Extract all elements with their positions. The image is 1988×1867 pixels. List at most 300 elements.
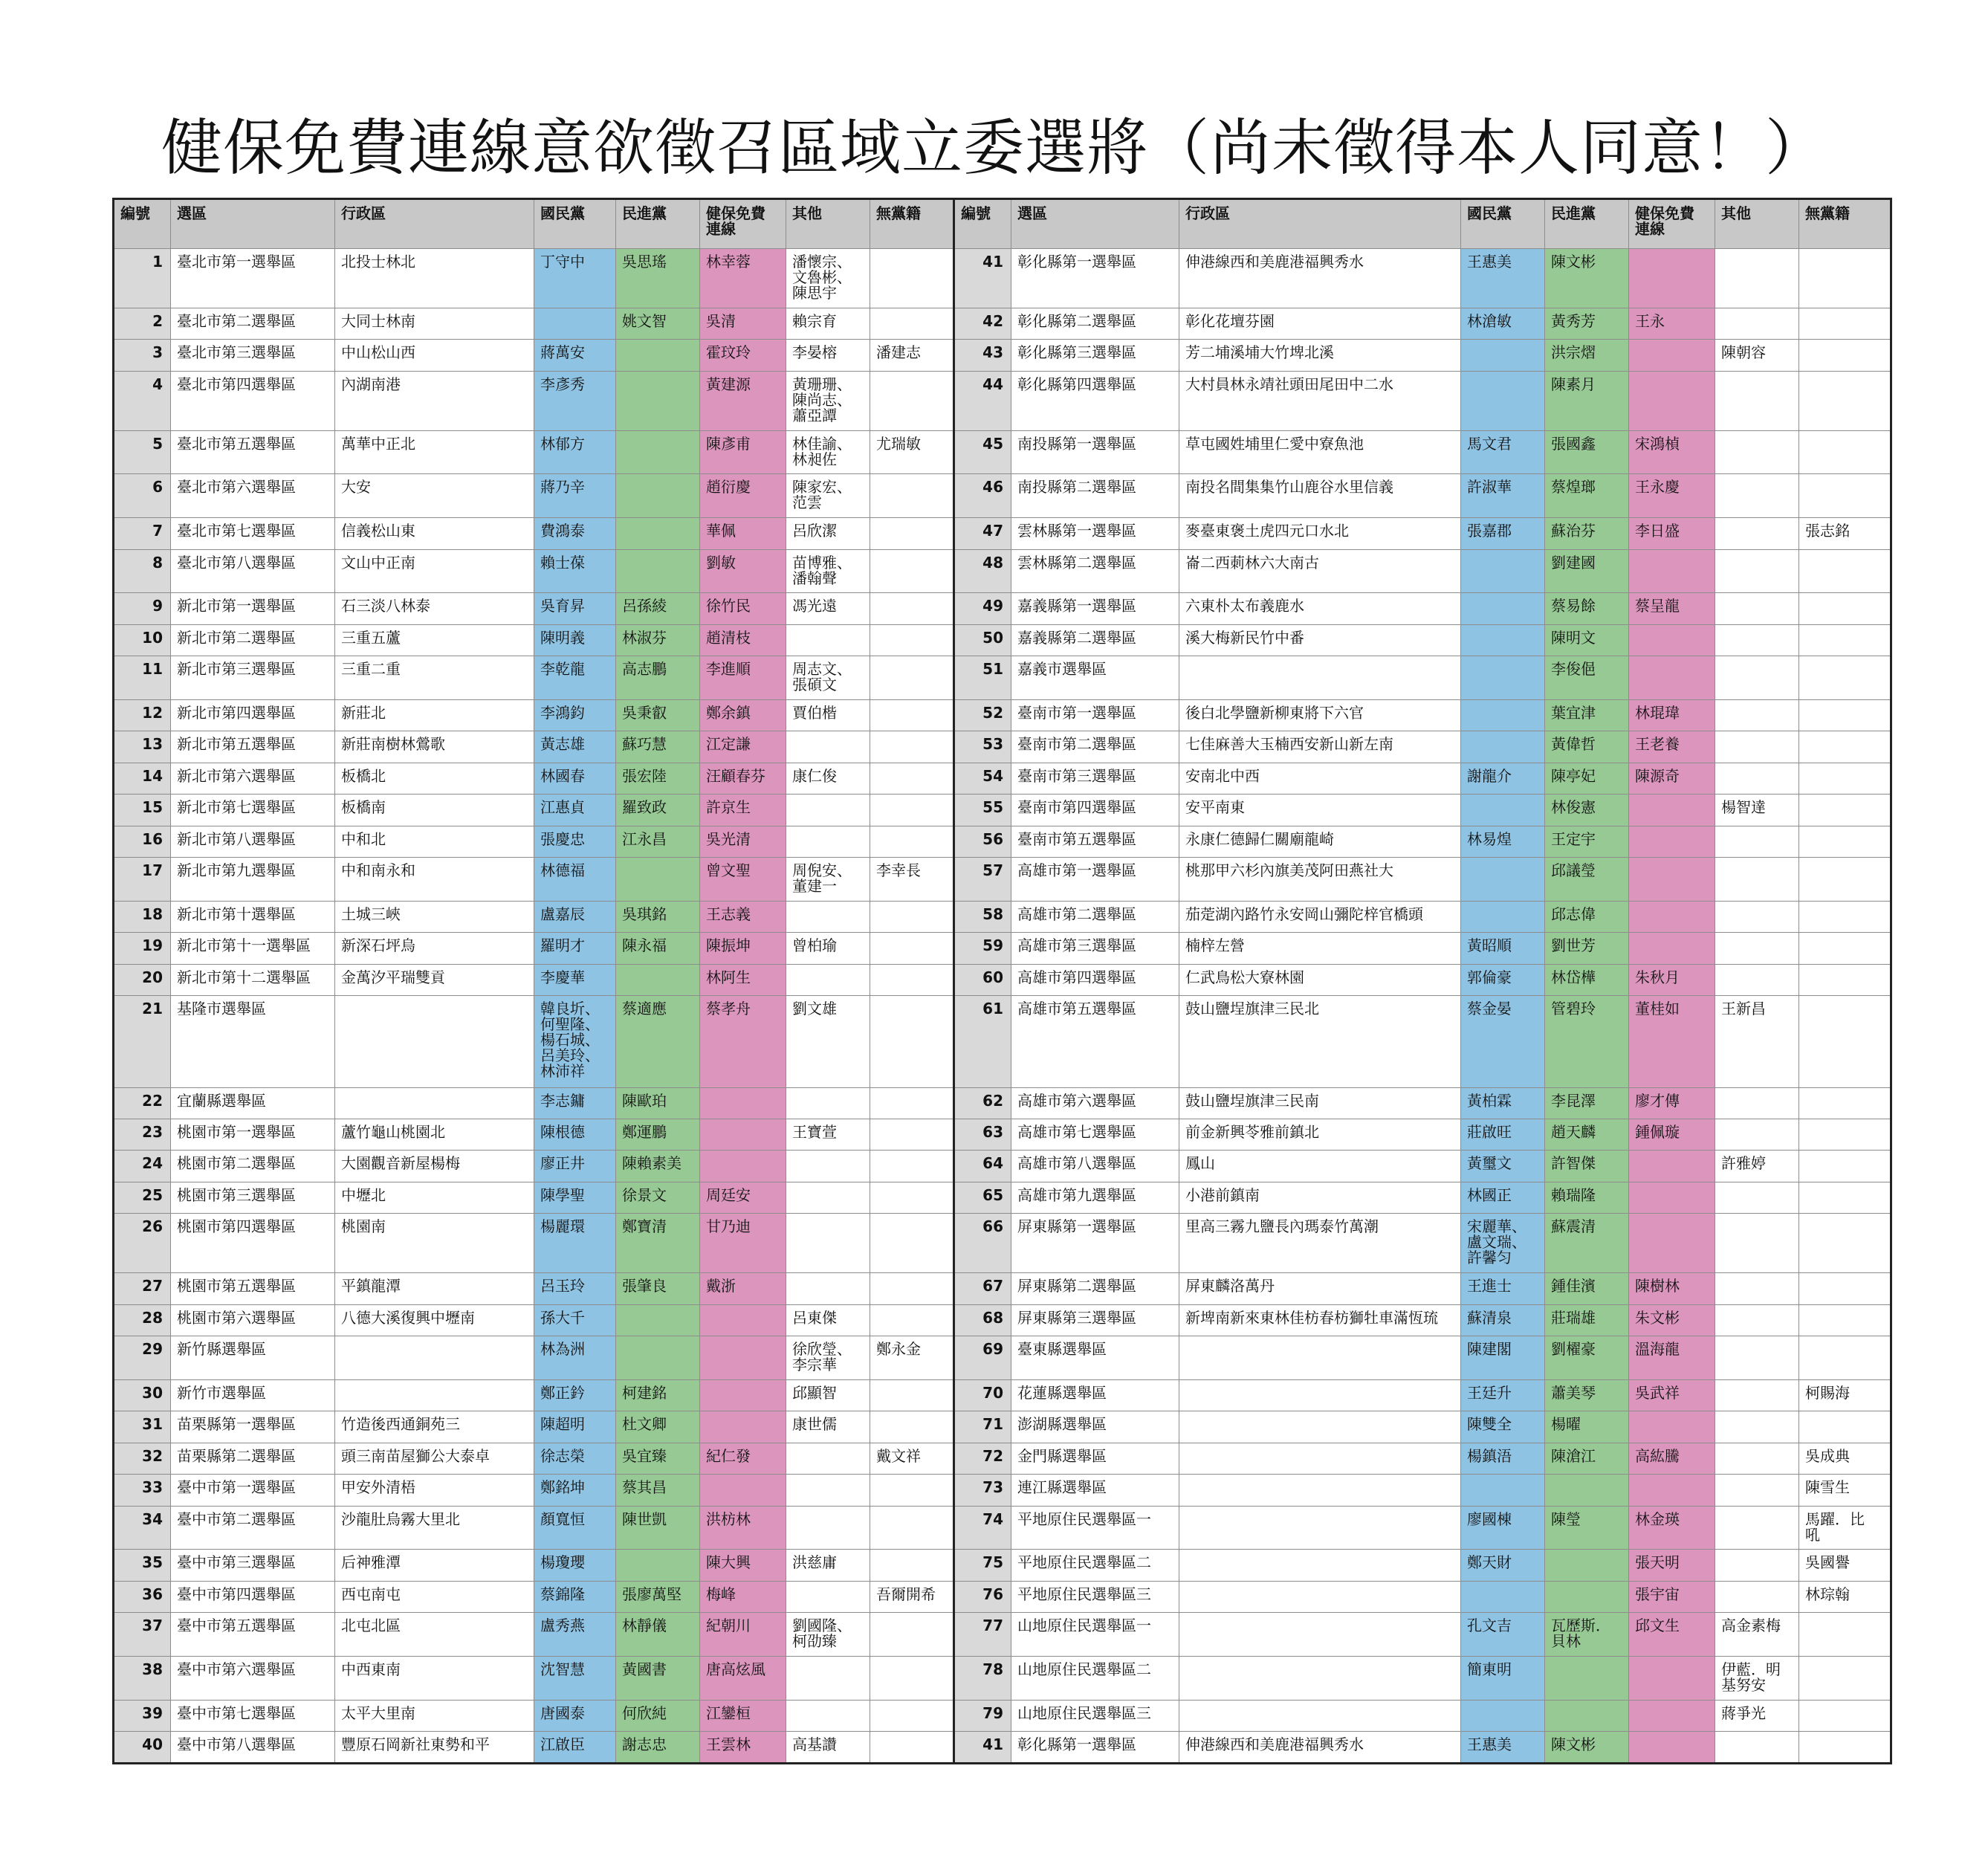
right-other-cell: 王新昌 — [1715, 996, 1799, 1087]
right-admin-area-cell — [1179, 1411, 1461, 1443]
right-independent-cell — [1799, 858, 1891, 902]
right-nhi-party-cell — [1629, 1214, 1715, 1273]
right-nhi-party-cell — [1629, 933, 1715, 964]
left-nhi-party-cell: 李進順 — [700, 656, 786, 700]
left-number-cell: 34 — [114, 1506, 171, 1550]
table-row — [114, 656, 1891, 700]
left-number-cell: 1 — [114, 249, 171, 308]
right-admin-area-cell: 溪大梅新民竹中番 — [1179, 624, 1461, 656]
right-dpp-cell: 張國鑫 — [1545, 430, 1629, 474]
left-number-cell: 31 — [114, 1411, 171, 1443]
left-district-cell: 新北市第二選舉區 — [171, 624, 335, 656]
right-admin-area-cell — [1179, 656, 1461, 700]
right-dpp-cell: 陳亭妃 — [1545, 763, 1629, 794]
right-dpp-cell — [1545, 1581, 1629, 1612]
right-admin-area-cell: 伸港線西和美鹿港福興秀水 — [1179, 249, 1461, 308]
right-nhi-party-cell: 鍾佩璇 — [1629, 1119, 1715, 1151]
left-district-cell: 臺中市第五選舉區 — [171, 1613, 335, 1657]
left-admin-area-cell: 板橋南 — [335, 795, 534, 826]
left-dpp-cell: 陳歐珀 — [616, 1087, 700, 1119]
left-other-cell — [786, 1581, 870, 1612]
right-admin-area-cell — [1179, 1475, 1461, 1506]
right-number-cell: 45 — [954, 430, 1011, 474]
left-kmt-cell: 陳根德 — [534, 1119, 616, 1151]
header-right-admin-area: 行政區 — [1179, 199, 1461, 249]
right-district-cell: 嘉義縣第二選舉區 — [1011, 624, 1179, 656]
left-admin-area-cell — [335, 1087, 534, 1119]
right-nhi-party-cell: 王永 — [1629, 308, 1715, 339]
table-row — [114, 1087, 1891, 1119]
left-independent-cell — [870, 901, 954, 932]
right-district-cell: 屏東縣第二選舉區 — [1011, 1273, 1179, 1304]
left-district-cell: 新竹縣選舉區 — [171, 1336, 335, 1380]
right-dpp-cell: 劉櫂豪 — [1545, 1336, 1629, 1380]
left-dpp-cell — [616, 371, 700, 430]
right-kmt-cell: 林國正 — [1461, 1182, 1545, 1213]
right-other-cell — [1715, 624, 1799, 656]
left-other-cell — [786, 1087, 870, 1119]
right-number-cell: 60 — [954, 964, 1011, 995]
right-dpp-cell: 林俊憲 — [1545, 795, 1629, 826]
right-district-cell: 高雄市第九選舉區 — [1011, 1182, 1179, 1213]
left-other-cell — [786, 731, 870, 763]
right-number-cell: 43 — [954, 340, 1011, 371]
left-admin-area-cell: 大安 — [335, 474, 534, 518]
header-left-district: 選區 — [171, 199, 335, 249]
left-number-cell: 25 — [114, 1182, 171, 1213]
left-district-cell: 臺中市第七選舉區 — [171, 1700, 335, 1731]
left-other-cell: 邱顯智 — [786, 1379, 870, 1411]
left-other-cell — [786, 1182, 870, 1213]
right-number-cell: 67 — [954, 1273, 1011, 1304]
table-row — [114, 826, 1891, 857]
left-admin-area-cell: 桃園南 — [335, 1214, 534, 1273]
left-district-cell: 臺中市第一選舉區 — [171, 1475, 335, 1506]
left-kmt-cell: 黃志雄 — [534, 731, 616, 763]
right-dpp-cell: 鍾佳濱 — [1545, 1273, 1629, 1304]
left-admin-area-cell: 竹造後西通銅苑三 — [335, 1411, 534, 1443]
left-district-cell: 桃園市第五選舉區 — [171, 1273, 335, 1304]
table-row — [114, 430, 1891, 474]
right-dpp-cell: 洪宗熠 — [1545, 340, 1629, 371]
right-number-cell: 65 — [954, 1182, 1011, 1213]
right-independent-cell: 吳成典 — [1799, 1443, 1891, 1474]
right-admin-area-cell: 茄萣湖內路竹永安岡山彌陀梓官橋頭 — [1179, 901, 1461, 932]
right-independent-cell — [1799, 474, 1891, 518]
table-row — [114, 249, 1891, 308]
left-dpp-cell — [616, 430, 700, 474]
left-number-cell: 3 — [114, 340, 171, 371]
right-kmt-cell: 林易煌 — [1461, 826, 1545, 857]
right-nhi-party-cell: 林金瑛 — [1629, 1506, 1715, 1550]
right-nhi-party-cell — [1629, 340, 1715, 371]
right-kmt-cell — [1461, 901, 1545, 932]
right-other-cell — [1715, 656, 1799, 700]
left-independent-cell — [870, 933, 954, 964]
right-dpp-cell: 葉宜津 — [1545, 699, 1629, 731]
right-independent-cell — [1799, 1700, 1891, 1731]
right-other-cell — [1715, 474, 1799, 518]
left-nhi-party-cell: 江定謙 — [700, 731, 786, 763]
right-number-cell: 48 — [954, 549, 1011, 593]
left-other-cell — [786, 826, 870, 857]
header-left-independent: 無黨籍 — [870, 199, 954, 249]
table-row — [114, 858, 1891, 902]
right-nhi-party-cell: 張天明 — [1629, 1550, 1715, 1581]
right-number-cell: 47 — [954, 518, 1011, 549]
left-district-cell: 新北市第三選舉區 — [171, 656, 335, 700]
header-left-admin-area: 行政區 — [335, 199, 534, 249]
right-admin-area-cell — [1179, 1506, 1461, 1550]
right-admin-area-cell: 新埤南新來東林佳枋春枋獅牡車滿恆琉 — [1179, 1304, 1461, 1336]
left-dpp-cell — [616, 549, 700, 593]
right-admin-area-cell — [1179, 1700, 1461, 1731]
table-row — [114, 996, 1891, 1087]
right-dpp-cell: 管碧玲 — [1545, 996, 1629, 1087]
left-dpp-cell: 姚文智 — [616, 308, 700, 339]
left-kmt-cell: 韓良圻、 何聖隆、 楊石城、 呂美玲、 林沛祥 — [534, 996, 616, 1087]
left-district-cell: 臺中市第三選舉區 — [171, 1550, 335, 1581]
left-number-cell: 19 — [114, 933, 171, 964]
right-number-cell: 74 — [954, 1506, 1011, 1550]
right-admin-area-cell — [1179, 1581, 1461, 1612]
right-independent-cell — [1799, 308, 1891, 339]
right-other-cell — [1715, 1304, 1799, 1336]
header-left-kmt: 國民黨 — [534, 199, 616, 249]
left-other-cell — [786, 1151, 870, 1182]
table-row — [114, 1119, 1891, 1151]
right-other-cell — [1715, 763, 1799, 794]
left-dpp-cell: 徐景文 — [616, 1182, 700, 1213]
right-kmt-cell: 莊啟旺 — [1461, 1119, 1545, 1151]
right-other-cell — [1715, 858, 1799, 902]
left-admin-area-cell: 西屯南屯 — [335, 1581, 534, 1612]
left-admin-area-cell — [335, 996, 534, 1087]
right-other-cell — [1715, 1732, 1799, 1764]
left-admin-area-cell: 沙龍肚烏霧大里北 — [335, 1506, 534, 1550]
right-admin-area-cell: 伸港線西和美鹿港福興秀水 — [1179, 1732, 1461, 1764]
left-number-cell: 30 — [114, 1379, 171, 1411]
left-nhi-party-cell: 唐高炫風 — [700, 1657, 786, 1701]
right-other-cell — [1715, 430, 1799, 474]
right-number-cell: 66 — [954, 1214, 1011, 1273]
right-dpp-cell: 蘇治芬 — [1545, 518, 1629, 549]
table-row — [114, 1475, 1891, 1506]
left-nhi-party-cell: 王志義 — [700, 901, 786, 932]
right-kmt-cell: 林滄敏 — [1461, 308, 1545, 339]
left-kmt-cell: 顏寬恒 — [534, 1506, 616, 1550]
right-nhi-party-cell — [1629, 549, 1715, 593]
left-dpp-cell: 杜文卿 — [616, 1411, 700, 1443]
left-kmt-cell: 林郁方 — [534, 430, 616, 474]
right-dpp-cell: 劉世芳 — [1545, 933, 1629, 964]
left-independent-cell — [870, 1273, 954, 1304]
left-number-cell: 7 — [114, 518, 171, 549]
left-admin-area-cell: 蘆竹龜山桃園北 — [335, 1119, 534, 1151]
right-district-cell: 澎湖縣選舉區 — [1011, 1411, 1179, 1443]
right-dpp-cell: 蔡易餘 — [1545, 593, 1629, 624]
left-dpp-cell: 何欣純 — [616, 1700, 700, 1731]
table-row — [114, 1411, 1891, 1443]
right-district-cell: 彰化縣第四選舉區 — [1011, 371, 1179, 430]
right-number-cell: 59 — [954, 933, 1011, 964]
right-admin-area-cell: 草屯國姓埔里仁愛中寮魚池 — [1179, 430, 1461, 474]
right-independent-cell — [1799, 249, 1891, 308]
right-number-cell: 50 — [954, 624, 1011, 656]
left-nhi-party-cell — [700, 1151, 786, 1182]
right-other-cell: 楊智達 — [1715, 795, 1799, 826]
right-kmt-cell: 黃柏霖 — [1461, 1087, 1545, 1119]
table-row — [114, 308, 1891, 339]
table-row — [114, 593, 1891, 624]
left-independent-cell — [870, 1379, 954, 1411]
right-dpp-cell: 趙天麟 — [1545, 1119, 1629, 1151]
left-nhi-party-cell: 戴浙 — [700, 1273, 786, 1304]
table-row — [114, 1304, 1891, 1336]
left-kmt-cell: 廖正井 — [534, 1151, 616, 1182]
right-independent-cell: 張志銘 — [1799, 518, 1891, 549]
right-district-cell: 臺南市第五選舉區 — [1011, 826, 1179, 857]
header-left-dpp: 民進黨 — [616, 199, 700, 249]
left-number-cell: 5 — [114, 430, 171, 474]
left-number-cell: 11 — [114, 656, 171, 700]
right-admin-area-cell: 里高三霧九鹽長內瑪泰竹萬潮 — [1179, 1214, 1461, 1273]
left-admin-area-cell — [335, 1379, 534, 1411]
right-other-cell — [1715, 518, 1799, 549]
right-kmt-cell: 王惠美 — [1461, 1732, 1545, 1764]
right-dpp-cell: 黃秀芳 — [1545, 308, 1629, 339]
right-nhi-party-cell — [1629, 1657, 1715, 1701]
right-nhi-party-cell — [1629, 1475, 1715, 1506]
right-other-cell — [1715, 1379, 1799, 1411]
right-district-cell: 高雄市第六選舉區 — [1011, 1087, 1179, 1119]
table-row — [114, 699, 1891, 731]
right-dpp-cell: 楊曜 — [1545, 1411, 1629, 1443]
left-nhi-party-cell: 紀朝川 — [700, 1613, 786, 1657]
left-nhi-party-cell: 陳大興 — [700, 1550, 786, 1581]
right-dpp-cell — [1545, 1550, 1629, 1581]
left-nhi-party-cell: 甘乃迪 — [700, 1214, 786, 1273]
right-other-cell — [1715, 901, 1799, 932]
left-other-cell — [786, 964, 870, 995]
right-independent-cell — [1799, 1182, 1891, 1213]
right-nhi-party-cell: 朱秋月 — [1629, 964, 1715, 995]
right-district-cell: 彰化縣第一選舉區 — [1011, 1732, 1179, 1764]
left-kmt-cell: 李志鏞 — [534, 1087, 616, 1119]
right-other-cell — [1715, 1475, 1799, 1506]
right-other-cell — [1715, 1581, 1799, 1612]
right-kmt-cell: 簡東明 — [1461, 1657, 1545, 1701]
right-number-cell: 58 — [954, 901, 1011, 932]
right-admin-area-cell: 鼓山鹽埕旗津三民南 — [1179, 1087, 1461, 1119]
left-dpp-cell: 蘇巧慧 — [616, 731, 700, 763]
left-district-cell: 桃園市第一選舉區 — [171, 1119, 335, 1151]
right-kmt-cell: 黃昭順 — [1461, 933, 1545, 964]
left-nhi-party-cell: 周廷安 — [700, 1182, 786, 1213]
left-other-cell — [786, 1475, 870, 1506]
right-number-cell: 46 — [954, 474, 1011, 518]
left-other-cell — [786, 1273, 870, 1304]
left-other-cell: 林佳諭、 林昶佐 — [786, 430, 870, 474]
left-admin-area-cell: 北屯北區 — [335, 1613, 534, 1657]
right-kmt-cell — [1461, 1475, 1545, 1506]
right-admin-area-cell — [1179, 1336, 1461, 1380]
right-other-cell — [1715, 1087, 1799, 1119]
table-row — [114, 1182, 1891, 1213]
left-other-cell: 王寶萱 — [786, 1119, 870, 1151]
left-admin-area-cell: 板橋北 — [335, 763, 534, 794]
left-other-cell: 劉國隆、 柯劭臻 — [786, 1613, 870, 1657]
left-number-cell: 16 — [114, 826, 171, 857]
left-number-cell: 6 — [114, 474, 171, 518]
right-nhi-party-cell — [1629, 901, 1715, 932]
left-dpp-cell — [616, 518, 700, 549]
header-right-nhi-party: 健保免費 連線 — [1629, 199, 1715, 249]
right-other-cell — [1715, 308, 1799, 339]
right-nhi-party-cell — [1629, 826, 1715, 857]
left-kmt-cell: 李鴻鈞 — [534, 699, 616, 731]
right-dpp-cell: 李俊俋 — [1545, 656, 1629, 700]
right-nhi-party-cell: 廖才傳 — [1629, 1087, 1715, 1119]
left-dpp-cell — [616, 1336, 700, 1380]
right-number-cell: 63 — [954, 1119, 1011, 1151]
left-district-cell: 臺北市第五選舉區 — [171, 430, 335, 474]
left-kmt-cell: 陳超明 — [534, 1411, 616, 1443]
right-nhi-party-cell — [1629, 1411, 1715, 1443]
left-number-cell: 37 — [114, 1613, 171, 1657]
left-nhi-party-cell: 吳清 — [700, 308, 786, 339]
right-dpp-cell: 陳素月 — [1545, 371, 1629, 430]
left-independent-cell — [870, 249, 954, 308]
left-nhi-party-cell: 趙衍慶 — [700, 474, 786, 518]
left-dpp-cell — [616, 1550, 700, 1581]
left-kmt-cell: 張慶忠 — [534, 826, 616, 857]
right-admin-area-cell: 彰化花壇芬園 — [1179, 308, 1461, 339]
left-kmt-cell: 呂玉玲 — [534, 1273, 616, 1304]
left-admin-area-cell: 中西東南 — [335, 1657, 534, 1701]
left-number-cell: 21 — [114, 996, 171, 1087]
left-nhi-party-cell: 陳振坤 — [700, 933, 786, 964]
left-dpp-cell: 蔡適應 — [616, 996, 700, 1087]
right-independent-cell — [1799, 371, 1891, 430]
table-row — [114, 549, 1891, 593]
left-admin-area-cell: 萬華中正北 — [335, 430, 534, 474]
left-other-cell: 陳家宏、 范雲 — [786, 474, 870, 518]
left-other-cell: 周志文、 張碩文 — [786, 656, 870, 700]
table-row — [114, 1151, 1891, 1182]
left-other-cell: 康仁俊 — [786, 763, 870, 794]
right-nhi-party-cell: 蔡呈龍 — [1629, 593, 1715, 624]
right-other-cell — [1715, 593, 1799, 624]
right-kmt-cell — [1461, 795, 1545, 826]
left-district-cell: 桃園市第四選舉區 — [171, 1214, 335, 1273]
left-other-cell — [786, 1214, 870, 1273]
right-number-cell: 55 — [954, 795, 1011, 826]
left-admin-area-cell: 北投士林北 — [335, 249, 534, 308]
right-dpp-cell: 陳文彬 — [1545, 1732, 1629, 1764]
right-dpp-cell: 林岱樺 — [1545, 964, 1629, 995]
right-kmt-cell — [1461, 1581, 1545, 1612]
left-district-cell: 臺中市第四選舉區 — [171, 1581, 335, 1612]
left-other-cell: 周倪安、 董建一 — [786, 858, 870, 902]
left-number-cell: 38 — [114, 1657, 171, 1701]
right-dpp-cell: 王定宇 — [1545, 826, 1629, 857]
left-other-cell: 高基讚 — [786, 1732, 870, 1764]
right-nhi-party-cell: 邱文生 — [1629, 1613, 1715, 1657]
right-dpp-cell: 陳瑩 — [1545, 1506, 1629, 1550]
table-row — [114, 1581, 1891, 1612]
right-kmt-cell: 陳雙全 — [1461, 1411, 1545, 1443]
right-other-cell — [1715, 1214, 1799, 1273]
right-kmt-cell — [1461, 858, 1545, 902]
left-district-cell: 臺北市第三選舉區 — [171, 340, 335, 371]
left-nhi-party-cell: 林幸蓉 — [700, 249, 786, 308]
left-district-cell: 臺北市第二選舉區 — [171, 308, 335, 339]
left-district-cell: 新北市第五選舉區 — [171, 731, 335, 763]
right-independent-cell — [1799, 624, 1891, 656]
table-row — [114, 371, 1891, 430]
right-kmt-cell: 張嘉郡 — [1461, 518, 1545, 549]
left-nhi-party-cell — [700, 1119, 786, 1151]
right-independent-cell: 林琮翰 — [1799, 1581, 1891, 1612]
right-other-cell — [1715, 371, 1799, 430]
left-kmt-cell: 江惠貞 — [534, 795, 616, 826]
right-number-cell: 56 — [954, 826, 1011, 857]
left-dpp-cell: 鄭運鵬 — [616, 1119, 700, 1151]
left-district-cell: 臺中市第二選舉區 — [171, 1506, 335, 1550]
left-dpp-cell: 張廖萬堅 — [616, 1581, 700, 1612]
right-admin-area-cell — [1179, 1443, 1461, 1474]
left-independent-cell: 尤瑞敏 — [870, 430, 954, 474]
left-nhi-party-cell: 華佩 — [700, 518, 786, 549]
left-dpp-cell: 吳思瑤 — [616, 249, 700, 308]
right-number-cell: 49 — [954, 593, 1011, 624]
left-district-cell: 新北市第七選舉區 — [171, 795, 335, 826]
left-admin-area-cell: 金萬汐平瑞雙貢 — [335, 964, 534, 995]
left-other-cell: 康世儒 — [786, 1411, 870, 1443]
left-other-cell: 呂東傑 — [786, 1304, 870, 1336]
left-district-cell: 宜蘭縣選舉區 — [171, 1087, 335, 1119]
left-other-cell — [786, 1506, 870, 1550]
left-dpp-cell: 林靜儀 — [616, 1613, 700, 1657]
right-other-cell: 許雅婷 — [1715, 1151, 1799, 1182]
table-row — [114, 933, 1891, 964]
right-dpp-cell: 蕭美琴 — [1545, 1379, 1629, 1411]
left-admin-area-cell: 內湖南港 — [335, 371, 534, 430]
right-number-cell: 70 — [954, 1379, 1011, 1411]
right-admin-area-cell: 後白北學鹽新柳東將下六官 — [1179, 699, 1461, 731]
left-dpp-cell: 陳世凱 — [616, 1506, 700, 1550]
header-right-kmt: 國民黨 — [1461, 199, 1545, 249]
right-nhi-party-cell: 朱文彬 — [1629, 1304, 1715, 1336]
left-dpp-cell — [616, 340, 700, 371]
right-admin-area-cell: 桃那甲六杉內旗美茂阿田燕社大 — [1179, 858, 1461, 902]
right-admin-area-cell: 七佳麻善大玉楠西安新山新左南 — [1179, 731, 1461, 763]
left-independent-cell — [870, 996, 954, 1087]
left-independent-cell — [870, 1475, 954, 1506]
left-number-cell: 10 — [114, 624, 171, 656]
left-number-cell: 14 — [114, 763, 171, 794]
left-district-cell: 新北市第十一選舉區 — [171, 933, 335, 964]
right-dpp-cell: 黃偉哲 — [1545, 731, 1629, 763]
right-other-cell — [1715, 1119, 1799, 1151]
left-independent-cell — [870, 763, 954, 794]
candidate-table — [112, 198, 1892, 1764]
left-number-cell: 2 — [114, 308, 171, 339]
right-district-cell: 高雄市第五選舉區 — [1011, 996, 1179, 1087]
left-district-cell: 新北市第六選舉區 — [171, 763, 335, 794]
left-kmt-cell: 徐志榮 — [534, 1443, 616, 1474]
